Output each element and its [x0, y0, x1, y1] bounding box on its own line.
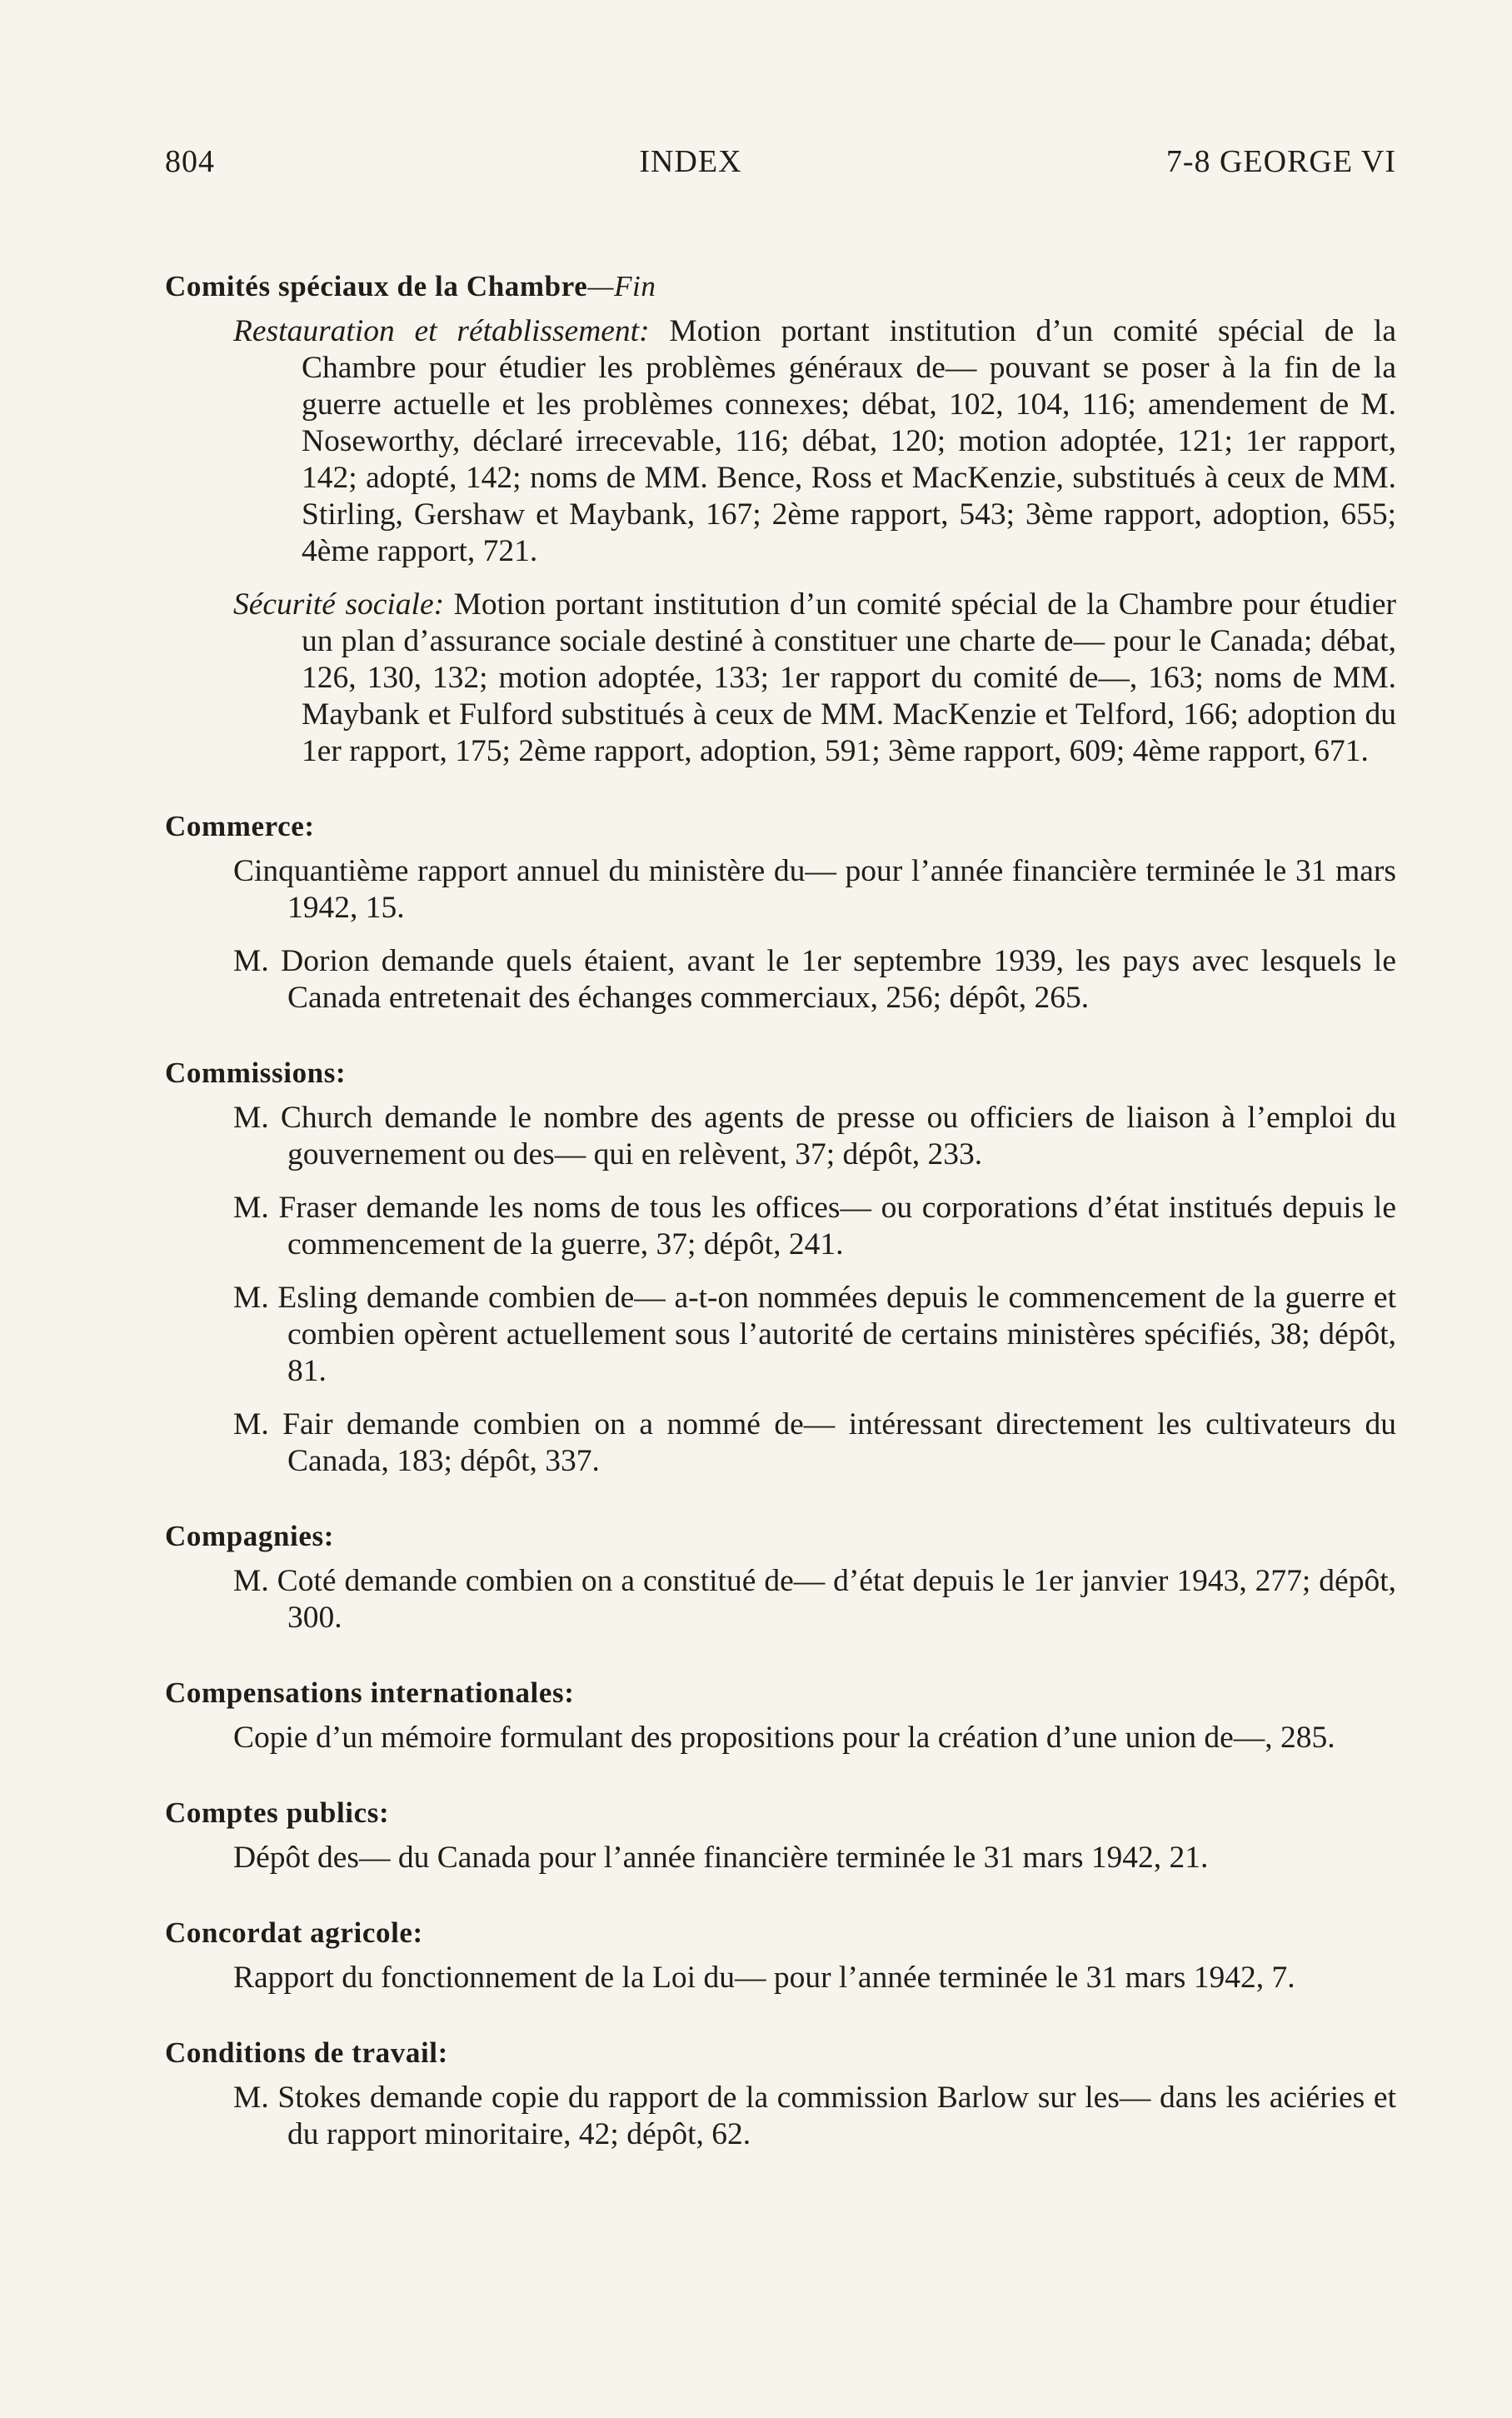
- index-entry: M. Coté demande combien on a constitué de— d’état depuis le 1er janvier 1943, 277; dépôt, 300.: [233, 1564, 1396, 1635]
- index-entry: M. Stokes demande copie du rapport de la commission Barlow sur les— dans les aciéries et du rapport minoritaire, 42; dépôt, 62.: [233, 2081, 1396, 2151]
- page-number: 804: [165, 144, 215, 179]
- sub-entry-label: Restauration et rétablissement:: [233, 314, 650, 348]
- index-section: [165, 808, 1396, 1017]
- index-entry: Copie d’un mémoire formulant des propositions pour la création d’une union de—, 285.: [233, 1721, 1335, 1755]
- index-page: [165, 143, 1396, 2191]
- section-heading: Commerce:: [165, 810, 315, 842]
- section-heading: Comptes publics:: [165, 1796, 390, 1829]
- index-entry: [233, 313, 1396, 570]
- section-heading: Concordat agricole:: [165, 1916, 423, 1949]
- section-heading: Comités spéciaux de la Chambre—Fin: [165, 270, 656, 302]
- running-head: [165, 143, 1396, 193]
- volume-label: 7-8 GEORGE VI: [1165, 144, 1396, 179]
- index-section: [165, 1795, 1396, 1876]
- index-entry: M. Dorion demande quels étaient, avant le 1er septembre 1939, les pays avec lesquels le Canada entretenait des échanges commerciaux, 256; dépôt, 265.: [233, 944, 1396, 1015]
- index-entry: M. Church demande le nombre des agents de presse ou officiers de liaison à l’emploi du gouvernement ou des— qui en relèvent, 37; dépôt, 233.: [233, 1101, 1396, 1172]
- section-heading: Compagnies:: [165, 1520, 334, 1552]
- entry-text: Motion portant institution d’un comité spécial de la Chambre pour étudier les problèmes généraux de— pouvant se poser à la fin de la guerre actuelle et les problèmes connexes; débat, 102, 104, 116; amendement de M. Noseworthy, déclaré irrecevable, 116; débat, 120; motion adoptée, 121; 1er rapport, 142; adopté, 142; noms de MM. Bence, Ross et MacKenzie, substitués à ceux de MM. Stirling, Gershaw et Maybank, 167; 2ème rapport, 543; 3ème rapport, adoption, 655; 4ème rapport, 721.: [302, 314, 1396, 568]
- index-entry: Dépôt des— du Canada pour l’année financière terminée le 31 mars 1942, 21.: [233, 1841, 1209, 1875]
- index-entry: Cinquantième rapport annuel du ministère du— pour l’année financière terminée le 31 mars 1942, 15.: [233, 854, 1396, 925]
- section-heading: Compensations internationales:: [165, 1676, 575, 1709]
- index-entry: M. Fair demande combien on a nommé de— intéressant directement les cultivateurs du Canada, 183; dépôt, 337.: [233, 1407, 1396, 1478]
- index-section: [165, 2035, 1396, 2153]
- index-content: [165, 268, 1396, 2153]
- index-entry: Rapport du fonctionnement de la Loi du— pour l’année terminée le 31 mars 1942, 7.: [233, 1961, 1295, 1995]
- index-entry: M. Esling demande combien de— a-t-on nommées depuis le commencement de la guerre et combien opèrent actuellement sous l’autorité de certains ministères spécifiés, 38; dépôt, 81.: [233, 1281, 1396, 1388]
- index-section: [165, 268, 1396, 770]
- page-title: INDEX: [639, 144, 742, 179]
- section-heading: Commissions:: [165, 1057, 347, 1089]
- entry-text: Motion portant institution d’un comité spécial de la Chambre pour étudier un plan d’assurance sociale destiné à constituer une charte de— pour le Canada; débat, 126, 130, 132; motion adoptée, 133; 1er rapport du comité de—, 163; noms de MM. Maybank et Fulford substitués à ceux de MM. MacKenzie et Telford, 166; adoption du 1er rapport, 175; 2ème rapport, adoption, 591; 3ème rapport, 609; 4ème rapport, 671.: [302, 587, 1396, 768]
- index-section: [165, 1675, 1396, 1756]
- continued-marker: —Fin: [587, 270, 656, 302]
- section-heading: Conditions de travail:: [165, 2036, 448, 2069]
- index-section: [165, 1915, 1396, 1996]
- sub-entry-label: Sécurité sociale:: [233, 587, 445, 622]
- index-entry: M. Fraser demande les noms de tous les offices— ou corporations d’état institués depuis le commencement de la guerre, 37; dépôt, 241.: [233, 1191, 1396, 1261]
- index-entry: [233, 587, 1396, 770]
- index-section: [165, 1055, 1396, 1480]
- index-section: [165, 1518, 1396, 1636]
